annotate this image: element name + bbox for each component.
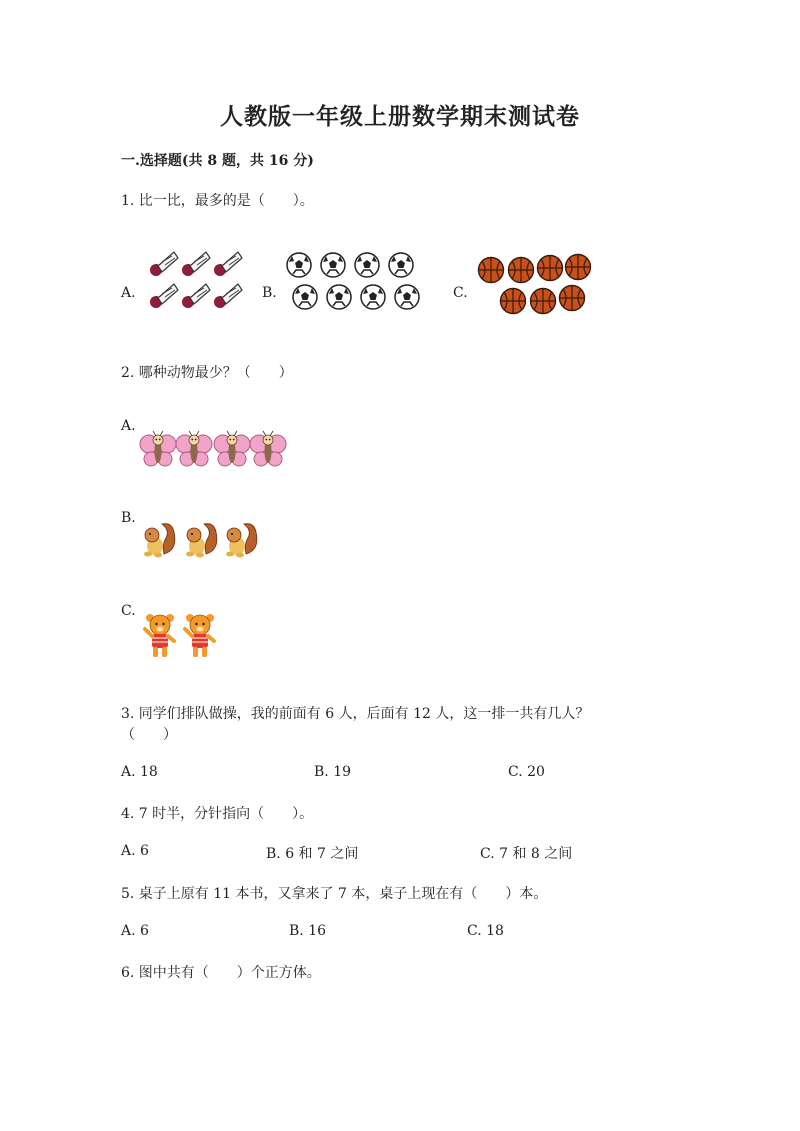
question-3-option-c: C. 20: [508, 764, 545, 780]
question-4-text: 4. 7 时半，分针指向（ ）。: [121, 806, 314, 822]
squirrel-group: [140, 518, 264, 560]
soccer-ball-icon: [361, 285, 385, 309]
butterfly-icon: [250, 431, 286, 466]
butterfly-icon: [176, 431, 212, 466]
question-1-option-a: A.: [121, 285, 136, 301]
soccer-ball-icon: [389, 253, 413, 277]
question-1-option-c: C.: [453, 285, 468, 301]
bear-icon: [185, 614, 214, 657]
question-3-text: 3. 同学们排队做操，我的前面有 6 人，后面有 12 人，这一排一共有几人？: [121, 706, 590, 722]
basketball-icon: [538, 256, 563, 281]
soccer-ball-icon: [355, 253, 379, 277]
question-4-option-b: B. 6 和 7 之间: [266, 846, 359, 862]
basketball-group: [478, 254, 598, 318]
soccer-ball-icon: [321, 253, 345, 277]
question-2-option-b: B.: [121, 510, 136, 526]
soccer-ball-icon: [395, 285, 419, 309]
soccer-ball-icon: [293, 285, 317, 309]
shuttlecock-icon: [150, 252, 178, 276]
shuttlecock-icon: [182, 252, 210, 276]
question-5-option-c: C. 18: [467, 923, 504, 939]
question-2-option-a: A.: [121, 418, 136, 434]
question-3-text-continued: （ ）: [121, 727, 177, 743]
butterfly-icon: [214, 431, 250, 466]
question-3-option-b: B. 19: [314, 764, 352, 780]
question-5-option-b: B. 16: [289, 923, 327, 939]
question-2-text: 2. 哪种动物最少？（ ）: [121, 365, 293, 381]
basketball-icon: [531, 289, 556, 314]
basketball-icon: [509, 258, 534, 283]
bear-group: [142, 610, 224, 660]
question-4-option-c: C. 7 和 8 之间: [480, 846, 573, 862]
question-5-option-a: A. 6: [121, 923, 149, 939]
shuttlecock-group: [148, 248, 248, 318]
question-1-option-b: B.: [262, 285, 277, 301]
question-2-option-c: C.: [121, 603, 136, 619]
soccer-ball-group: [286, 252, 426, 314]
question-4-option-a: A. 6: [121, 843, 149, 859]
basketball-icon: [560, 286, 585, 311]
basketball-icon: [479, 258, 504, 283]
bear-icon: [145, 614, 174, 657]
basketball-icon: [501, 289, 526, 314]
squirrel-icon: [226, 524, 257, 558]
squirrel-icon: [186, 524, 217, 558]
question-5-text: 5. 桌子上原有 11 本书，又拿来了 7 本，桌子上现在有（ ）本。: [121, 886, 548, 902]
page-title: 人教版一年级上册数学期末测试卷: [220, 103, 580, 130]
squirrel-icon: [144, 524, 175, 558]
question-6-text: 6. 图中共有（ ）个正方体。: [121, 965, 321, 981]
question-3-option-a: A. 18: [121, 764, 158, 780]
soccer-ball-icon: [327, 285, 351, 309]
question-1-text: 1. 比一比，最多的是（ ）。: [121, 193, 314, 209]
section-heading: 一.选择题(共 8 题，共 16 分): [121, 153, 314, 169]
butterfly-icon: [140, 431, 176, 466]
basketball-icon: [566, 255, 591, 280]
shuttlecock-icon: [150, 284, 178, 308]
shuttlecock-icon: [182, 284, 210, 308]
shuttlecock-icon: [214, 284, 242, 308]
shuttlecock-icon: [214, 252, 242, 276]
butterfly-group: [138, 430, 290, 470]
soccer-ball-icon: [287, 253, 311, 277]
